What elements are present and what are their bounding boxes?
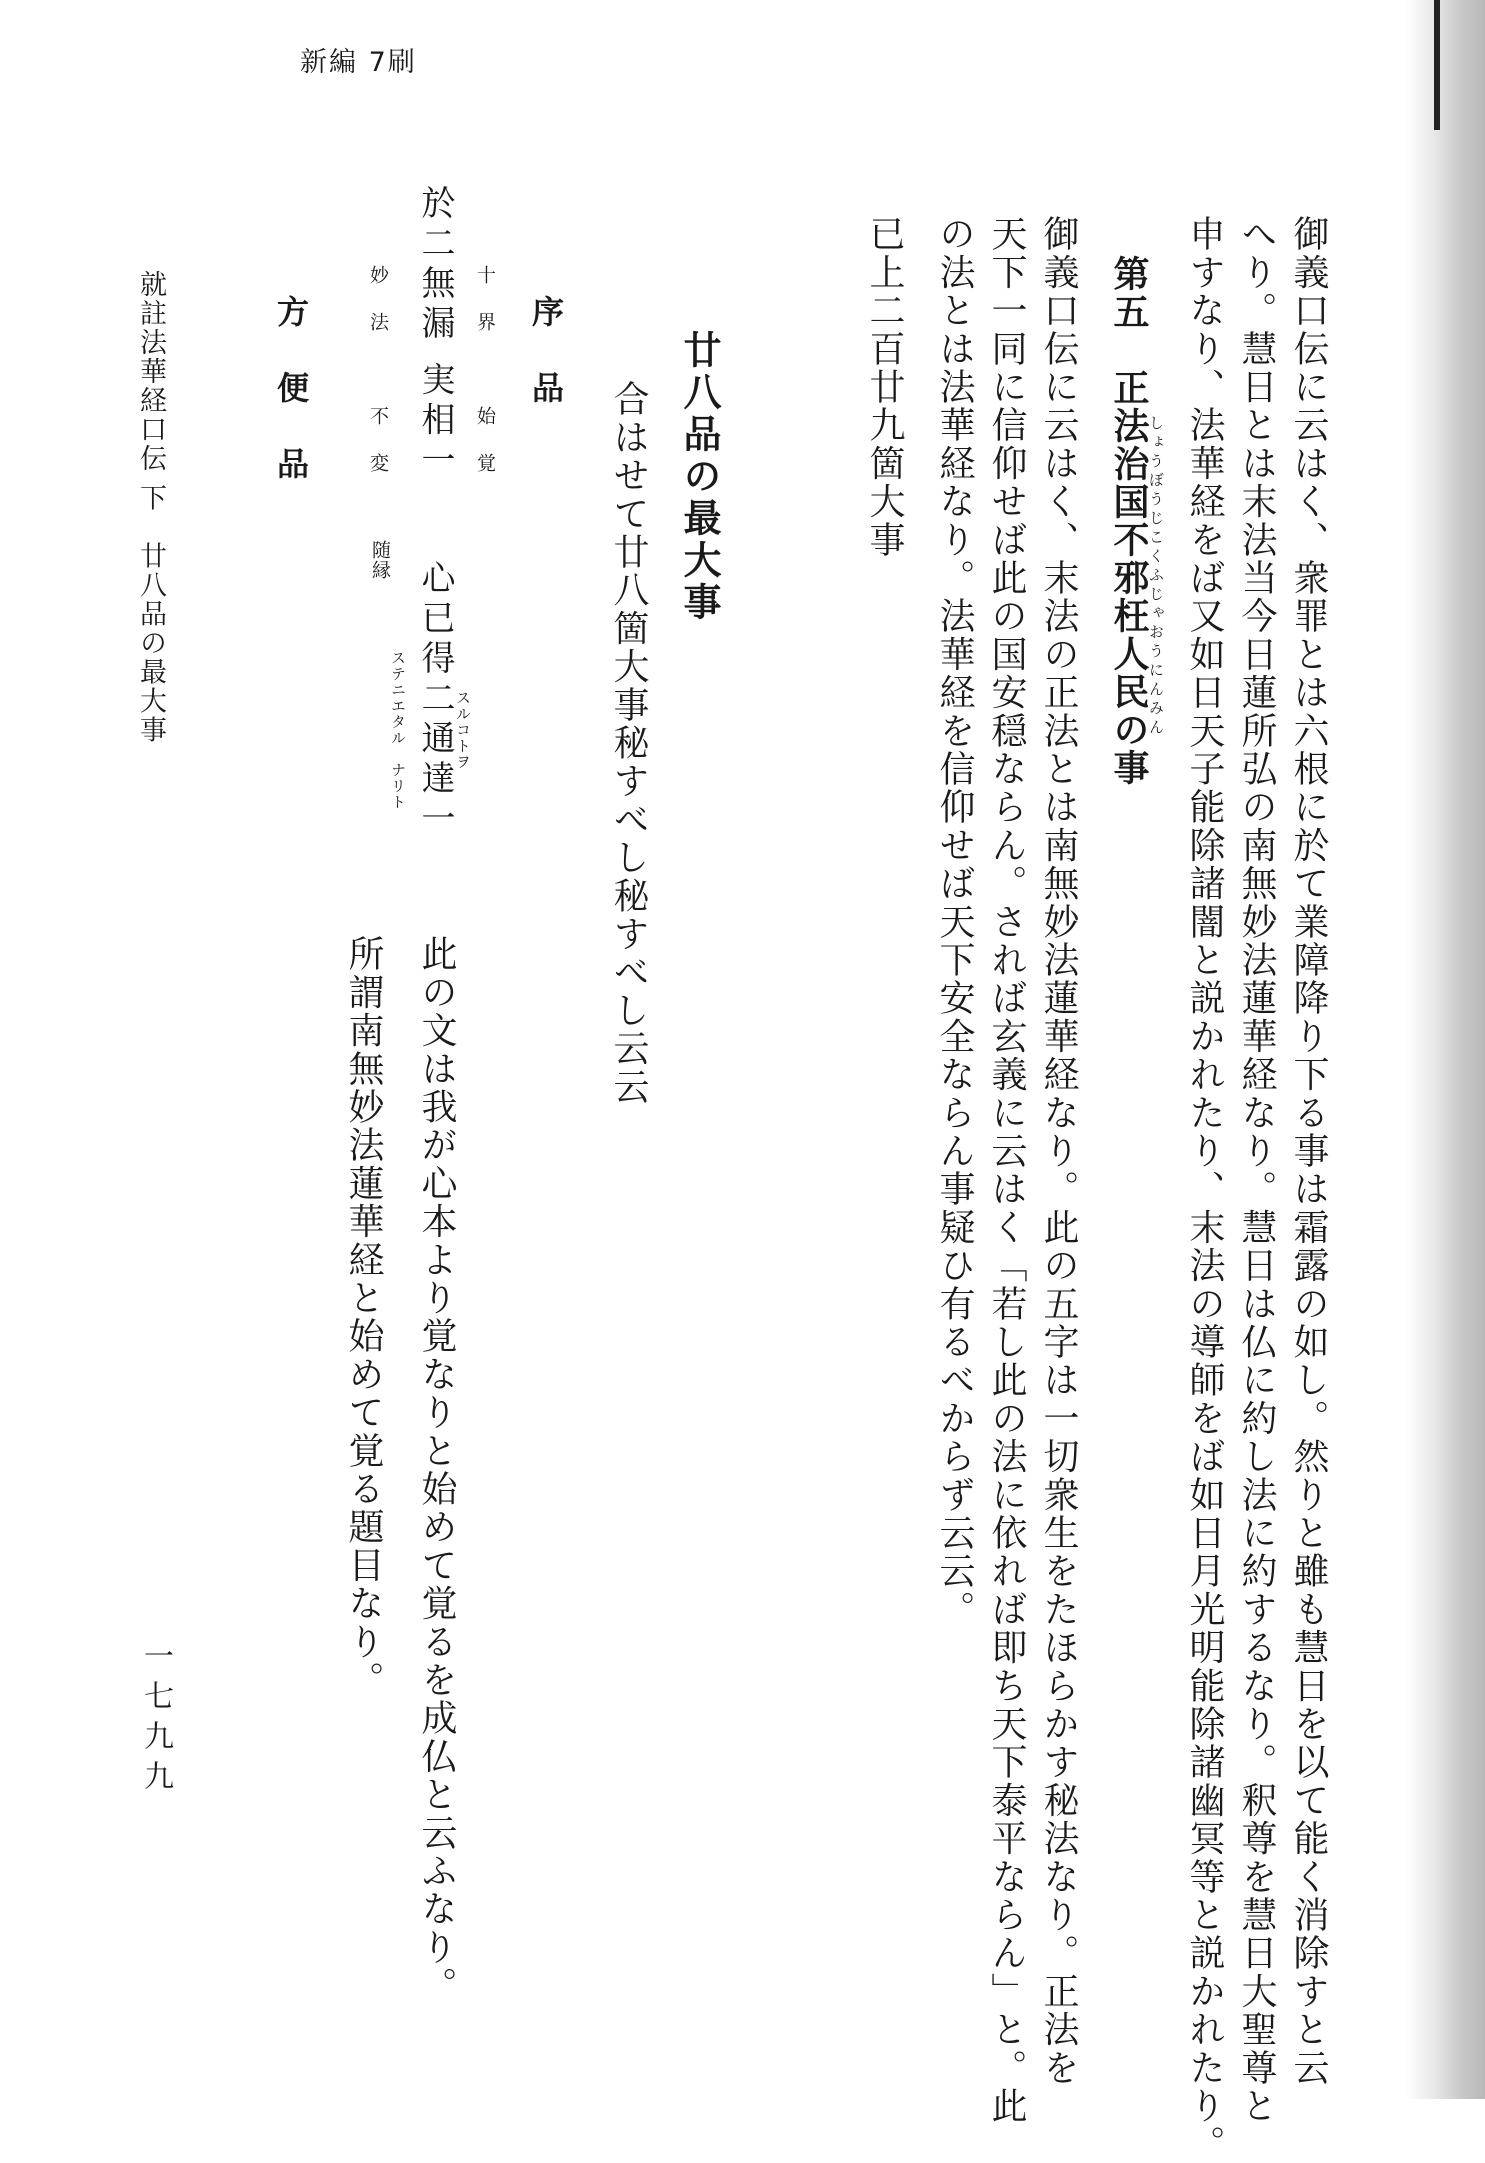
jo-hon-title: 序品	[527, 295, 565, 447]
running-title: 就註法華経口伝 下 廿八品の最大事	[135, 270, 166, 745]
section-heading: 第五 正法治国不邪枉人民の事	[1108, 255, 1149, 787]
section-2-heading: 廿八品の最大事	[677, 330, 721, 624]
section-2-subline: 合はせて廿八箇大事秘すべし秘すべし云云	[608, 380, 649, 1106]
scan-edge-mark	[1434, 0, 1440, 130]
body-line-2: へり。慧日とは末法当今日蓮所弘の南無妙法蓮華経なり。慧日は仏に約し法に約するなり。釈尊を慧日大聖尊と	[1236, 215, 1277, 2125]
verse-ruby-right: スルコトヲ	[454, 690, 472, 770]
section-heading-ruby: しょうぼうじこくふじゃおうにんみん	[1147, 415, 1165, 738]
jo-hon-commentary-1: 此の文は我が心本より覚なりと始めて覚るを成仏と云ふなり。	[416, 935, 457, 2005]
hoben-hon-title: 方便品	[272, 295, 310, 523]
scan-page-edge	[1405, 0, 1485, 2099]
verse-main-1: 於二無漏 実相一	[415, 185, 455, 482]
verse-small-top-2: 随縁	[369, 540, 391, 580]
verse-small-top: 十界 始覚	[474, 265, 496, 500]
body-line-summary: 已上二百廿九箇大事	[864, 215, 905, 559]
print-edition-label: 新編 7刷	[300, 47, 417, 78]
body-line-5: 天下一同に信仰せば此の国安穏ならん。されば玄義に云はく「若し此の法に依れば即ち天下泰平ならん」と。此	[986, 215, 1027, 2125]
body-line-1: 御義口伝に云はく、衆罪とは六根に於て業障降り下る事は霜露の如し。然りと雖も慧日を以て能く消除すと云	[1288, 215, 1329, 2087]
body-line-3: 申すなり、法華経をば又如日天子能除諸闇と説かれたり、末法の導師をば如日月光明能除諸幽冥等と説かれたり。	[1184, 215, 1225, 2163]
page-number: 一七九九	[138, 1640, 173, 1800]
body-line-6: の法とは法華経なり。法華経を信仰せば天下安全ならん事疑ひ有るべからず云云。	[934, 215, 975, 1629]
jo-hon-commentary-2: 所謂南無妙法蓮華経と始めて覚る題目なり。	[343, 935, 384, 1699]
body-line-4: 御義口伝に云はく、末法の正法とは南無妙法蓮華経なり。此の五字は一切衆生をたほらかす秘法なり。正法を	[1038, 215, 1079, 2087]
verse-small-bottom: 妙法 不変	[367, 265, 389, 500]
verse-ruby-left: ステニエタル ナリト	[389, 650, 407, 810]
verse-main-2: 心已得二通達一	[415, 560, 455, 840]
